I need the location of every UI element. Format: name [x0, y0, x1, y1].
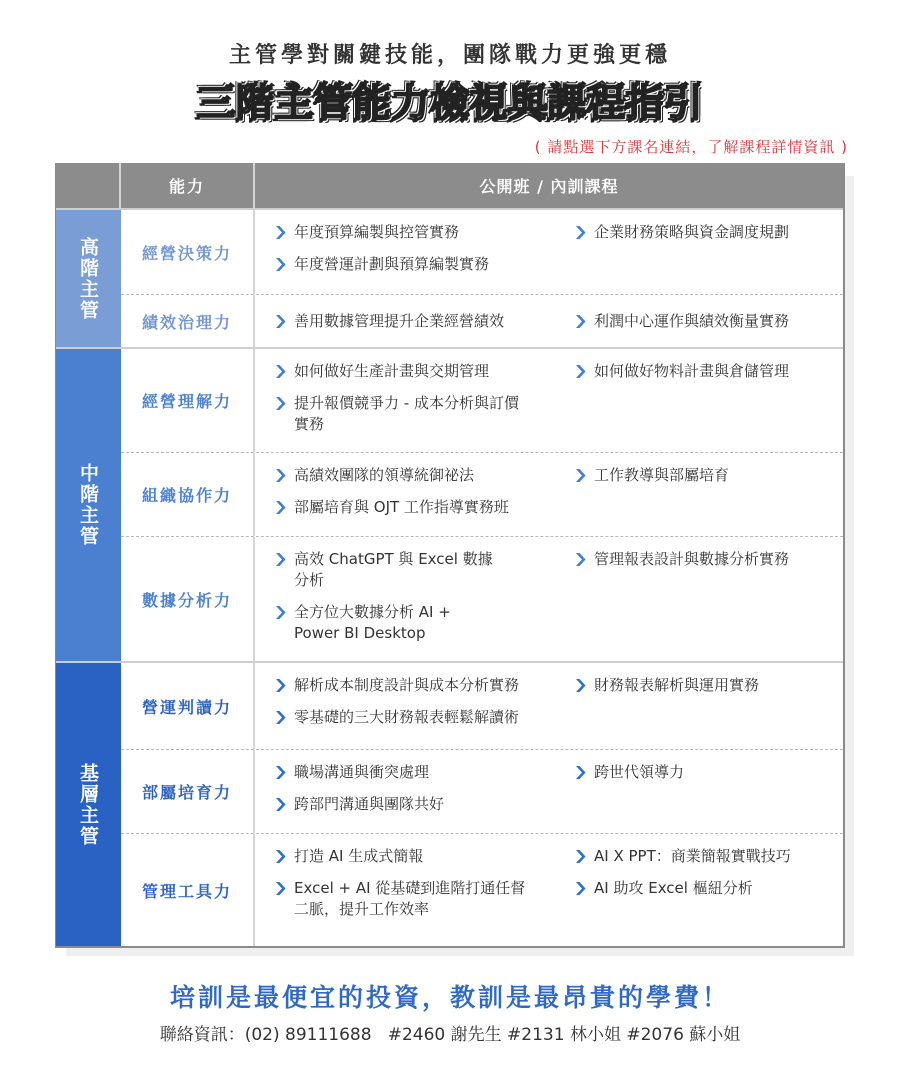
- header-courses: 公開班 / 內訓課程: [479, 177, 619, 196]
- chevron-right-icon: [275, 258, 289, 271]
- ability-label: 經營決策力: [121, 210, 255, 294]
- ability-label: 組織協作力: [121, 453, 255, 536]
- chevron-right-icon: [575, 365, 589, 378]
- chevron-right-icon: [275, 850, 289, 863]
- chevron-right-icon: [575, 679, 589, 692]
- ability-row: [121, 749, 843, 833]
- course-link[interactable]: 打造 AI 生成式簡報: [275, 846, 575, 867]
- chevron-right-icon: [575, 226, 589, 239]
- page-title: 三階主管能力檢視與課程指引: [196, 81, 704, 125]
- header-ability: 能力: [121, 163, 255, 208]
- course-link[interactable]: Excel + AI 從基礎到進階打通任督二脈，提升工作效率: [275, 878, 545, 920]
- course-link[interactable]: 全方位大數據分析 AI + Power BI Desktop: [275, 602, 505, 644]
- ability-label: 管理工具力: [121, 834, 255, 946]
- course-link[interactable]: 工作教導與部屬培育: [575, 465, 833, 486]
- table-header: [56, 163, 843, 208]
- ability-row: [121, 210, 843, 294]
- chevron-right-icon: [575, 469, 589, 482]
- ability-label: 部屬培育力: [121, 750, 255, 833]
- ability-row: [121, 349, 843, 452]
- course-link[interactable]: 部屬培育與 OJT 工作指導實務班: [275, 497, 833, 518]
- course-link[interactable]: 利潤中心運作與績效衡量實務: [575, 311, 833, 332]
- tier-middle: [56, 347, 843, 661]
- chevron-right-icon: [275, 606, 289, 619]
- chevron-right-icon: [275, 679, 289, 692]
- course-link[interactable]: 高效 ChatGPT 與 Excel 數據分析: [275, 549, 515, 591]
- course-link[interactable]: 年度預算編製與控管實務: [275, 222, 575, 243]
- chevron-right-icon: [275, 711, 289, 724]
- slogan: 培訓是最便宜的投資，教訓是最昂貴的學費！: [169, 983, 730, 1012]
- course-link[interactable]: 善用數據管理提升企業經營績效: [275, 311, 575, 332]
- course-link[interactable]: 職場溝通與衝突處理: [275, 762, 575, 783]
- course-table: [55, 163, 845, 948]
- course-link[interactable]: 企業財務策略與資金調度規劃: [575, 222, 833, 243]
- ability-row: [121, 536, 843, 661]
- contact-info: 聯絡資訊：(02) 89111688 #2460 謝先生 #2131 林小姐 #2076 蘇小姐: [159, 1025, 741, 1045]
- course-link[interactable]: AI 助攻 Excel 樞紐分析: [575, 878, 833, 920]
- chevron-right-icon: [275, 397, 289, 410]
- chevron-right-icon: [275, 315, 289, 328]
- course-link[interactable]: 如何做好生產計畫與交期管理: [275, 361, 575, 382]
- instruction-note: ( 請點選下方課名連結，了解課程詳情資訊 ): [534, 138, 848, 156]
- ability-row: [121, 452, 843, 536]
- tier-label: 基層主管: [56, 663, 121, 946]
- course-link[interactable]: 如何做好物料計畫與倉儲管理: [575, 361, 833, 382]
- ability-label: 營運判讀力: [121, 663, 255, 749]
- chevron-right-icon: [575, 850, 589, 863]
- tier-label: 中階主管: [56, 349, 121, 661]
- course-link[interactable]: 跨部門溝通與團隊共好: [275, 794, 575, 815]
- chevron-right-icon: [575, 553, 589, 566]
- ability-row: [121, 663, 843, 749]
- course-link[interactable]: 跨世代領導力: [575, 762, 833, 783]
- chevron-right-icon: [575, 882, 589, 895]
- course-link[interactable]: 年度營運計劃與預算編製實務: [275, 254, 575, 275]
- chevron-right-icon: [575, 766, 589, 779]
- course-link[interactable]: 提升報價競爭力 - 成本分析與訂價實務: [275, 393, 535, 435]
- course-link[interactable]: 財務報表解析與運用實務: [575, 675, 833, 696]
- chevron-right-icon: [275, 766, 289, 779]
- tier-junior: [56, 661, 843, 946]
- chevron-right-icon: [275, 798, 289, 811]
- ability-label: 數據分析力: [121, 537, 255, 661]
- chevron-right-icon: [275, 365, 289, 378]
- header-tier-cell: [56, 163, 121, 208]
- course-link[interactable]: 管理報表設計與數據分析實務: [575, 549, 833, 591]
- course-link[interactable]: 高績效團隊的領導統御祕法: [275, 465, 575, 486]
- ability-label: 經營理解力: [121, 349, 255, 452]
- chevron-right-icon: [275, 882, 289, 895]
- page-subtitle: 主管學對關鍵技能，團隊戰力更強更穩: [228, 43, 671, 68]
- chevron-right-icon: [275, 469, 289, 482]
- ability-label: 績效治理力: [121, 295, 255, 347]
- chevron-right-icon: [275, 501, 289, 514]
- ability-row: [121, 294, 843, 347]
- chevron-right-icon: [275, 553, 289, 566]
- chevron-right-icon: [575, 315, 589, 328]
- course-link[interactable]: AI X PPT：商業簡報實戰技巧: [575, 846, 833, 867]
- chevron-right-icon: [275, 226, 289, 239]
- ability-row: [121, 833, 843, 946]
- tier-label: 高階主管: [56, 210, 121, 347]
- tier-senior: [56, 208, 843, 347]
- course-link[interactable]: 解析成本制度設計與成本分析實務: [275, 675, 575, 696]
- course-link[interactable]: 零基礎的三大財務報表輕鬆解讀術: [275, 707, 575, 728]
